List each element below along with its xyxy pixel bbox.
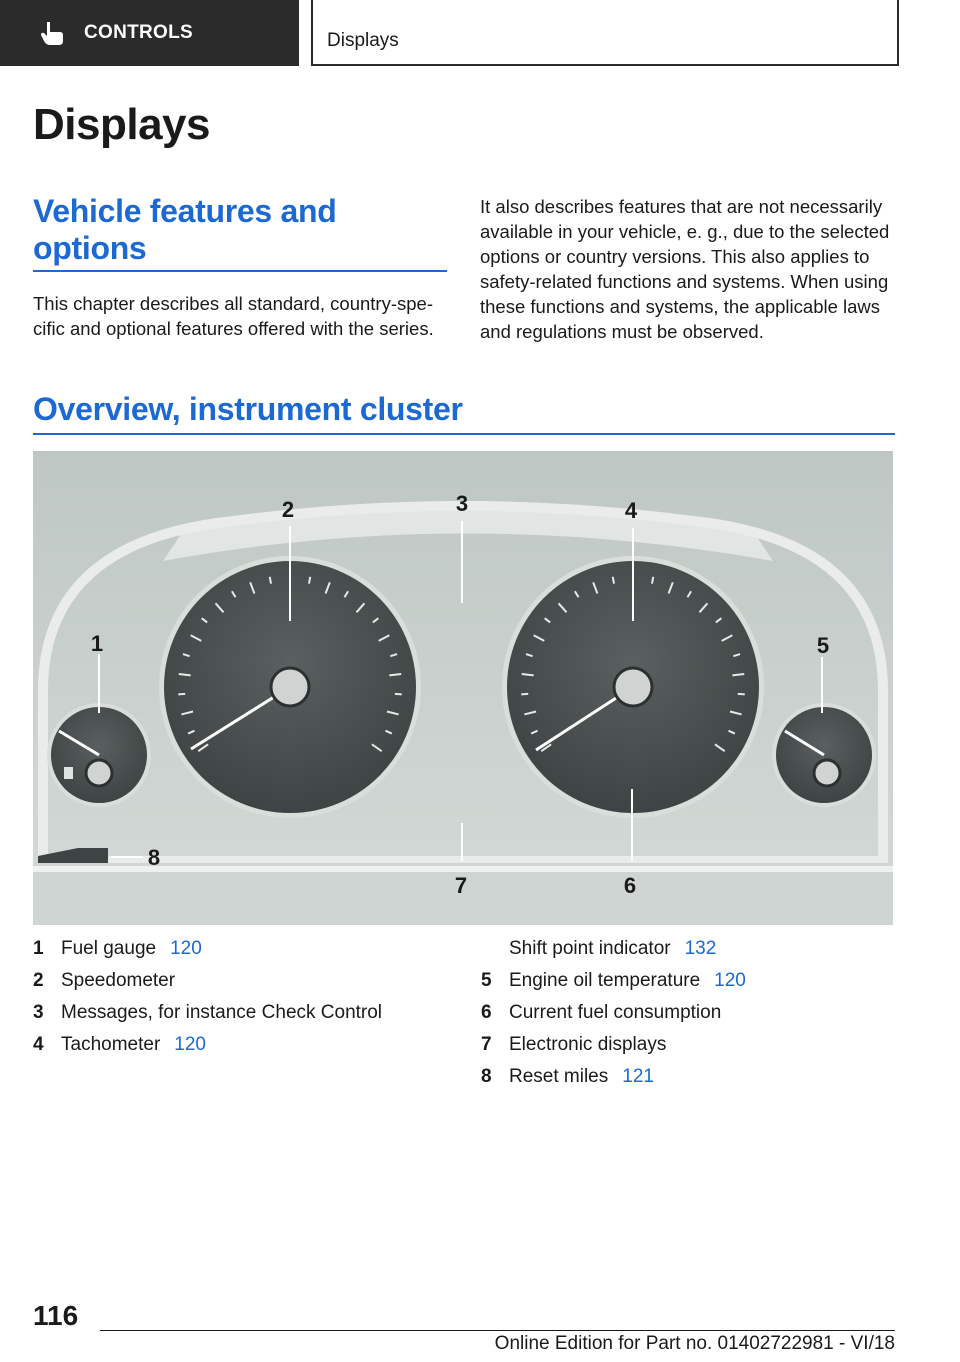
- page-reference-link[interactable]: 120: [174, 1034, 206, 1055]
- chapter-label: Displays: [327, 30, 399, 51]
- page-reference-link[interactable]: 132: [684, 938, 717, 959]
- gauge-tick: [732, 674, 744, 675]
- legend-item: [481, 1066, 901, 1098]
- pointing-hand-icon: [38, 19, 66, 47]
- legend-right-column: [481, 938, 901, 1098]
- legend-text: Shift point indicator: [509, 938, 671, 959]
- section-label: CONTROLS: [84, 22, 194, 43]
- vehicle-features-paragraph-1: This chapter describes all standard, country-specific and optional features offered with the series.: [33, 293, 434, 339]
- overview-underline: [33, 433, 895, 435]
- figure-label-6: 6: [623, 873, 637, 898]
- legend-text: Speedometer: [61, 970, 176, 991]
- figure-label-7: 7: [454, 873, 468, 898]
- instrument-cluster-figure: [33, 451, 893, 925]
- legend-text: Messages, for instance Check Control: [61, 1002, 383, 1023]
- section-tab[interactable]: [0, 0, 299, 66]
- gauge-tick: [389, 674, 401, 675]
- legend-item: [481, 1002, 901, 1034]
- page-reference-link[interactable]: 120: [170, 938, 202, 959]
- legend-item: [33, 1034, 453, 1066]
- gauge-tick: [522, 674, 534, 675]
- figure-label-2: 2: [281, 497, 295, 522]
- legend-text: Electronic displays: [509, 1034, 667, 1055]
- legend-number: 3: [33, 1002, 44, 1023]
- legend-item: [481, 1034, 901, 1066]
- gauge-tick: [613, 577, 614, 584]
- gauge-tick: [179, 674, 191, 675]
- figure-label-4: 4: [624, 498, 638, 523]
- legend-number: 7: [481, 1034, 492, 1055]
- legend-item: [33, 1002, 453, 1034]
- page-number: 116: [33, 1300, 79, 1331]
- footer-divider: [100, 1330, 895, 1331]
- legend-number: 6: [481, 1002, 492, 1023]
- fuel-gauge: [47, 703, 151, 807]
- figure-label-3: 3: [455, 491, 469, 516]
- legend-item: [481, 938, 901, 970]
- page-reference-link[interactable]: 121: [622, 1066, 654, 1087]
- overview-heading: Overview, instrument cluster: [33, 391, 463, 427]
- edition-footer: Online Edition for Part no. 01402722981 - VI/18: [494, 1333, 895, 1354]
- legend-number: 4: [33, 1034, 44, 1055]
- legend-number: 2: [33, 970, 44, 991]
- legend-item: [481, 970, 901, 1002]
- legend-item: [33, 938, 453, 970]
- legend-text: Current fuel consumption: [509, 1002, 722, 1023]
- legend-text: Fuel gauge: [61, 938, 157, 959]
- chapter-tab[interactable]: [311, 0, 899, 66]
- legend-number: 1: [33, 938, 44, 959]
- legend-text: Reset miles: [509, 1066, 609, 1087]
- legend-item: [33, 970, 453, 1002]
- gauge-tick: [309, 577, 310, 584]
- legend-text: Tachometer: [61, 1034, 161, 1055]
- figure-label-8: 8: [147, 845, 161, 870]
- gauge-tick: [270, 577, 271, 584]
- vehicle-features-paragraph-2: It also describes features that are not necessarily available in your vehicle, e. g., due to the selected options or country versions. This also applies to safety-related functions and systems. When using these functions and systems, the applicable laws and regulations must be observed.: [480, 196, 890, 342]
- page-title: Displays: [33, 100, 210, 149]
- legend-left-column: [33, 938, 453, 1066]
- oil-temperature-gauge: [772, 703, 876, 807]
- legend-number: 8: [481, 1066, 492, 1087]
- vehicle-features-heading: Vehicle features and options: [33, 193, 337, 266]
- page-reference-link[interactable]: 120: [714, 970, 746, 991]
- figure-label-5: 5: [816, 633, 830, 658]
- heading-underline: [33, 270, 447, 272]
- legend-number: 5: [481, 970, 492, 991]
- gauge-tick: [652, 577, 653, 584]
- figure-label-1: 1: [90, 631, 104, 656]
- legend-text: Engine oil temperature: [509, 970, 701, 991]
